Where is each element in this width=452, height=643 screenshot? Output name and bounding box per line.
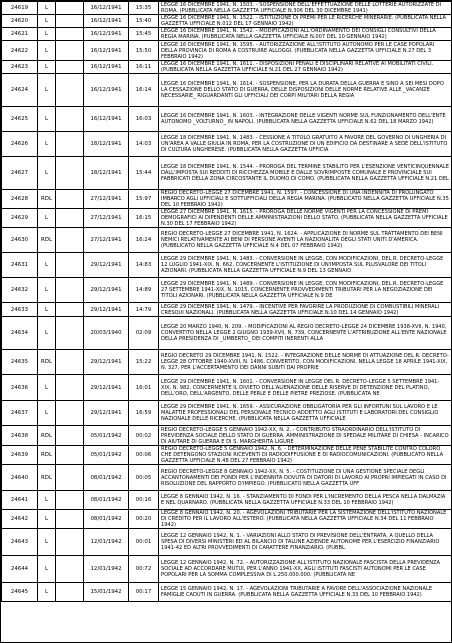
table-row xyxy=(2,556,452,583)
act-date: 05/01/1942 xyxy=(84,426,129,446)
act-date: 27/12/1941 xyxy=(84,228,129,253)
blank-cell xyxy=(56,74,84,107)
act-date: 18/12/1941 xyxy=(84,132,129,157)
table-row xyxy=(2,350,452,375)
record-number: 24623 xyxy=(2,61,38,74)
blank-cell xyxy=(56,446,84,465)
act-type: L xyxy=(38,510,56,529)
record-number: 24626 xyxy=(2,132,38,157)
record-number: 24641 xyxy=(2,491,38,510)
table-row xyxy=(2,28,452,41)
act-number: 14:03 xyxy=(129,132,159,157)
record-number: 24645 xyxy=(2,583,38,602)
law-register-table xyxy=(1,1,452,602)
act-type: L xyxy=(38,74,56,107)
table-row xyxy=(2,132,452,157)
blank-cell xyxy=(56,278,84,303)
act-number: 14:79 xyxy=(129,303,159,317)
act-number: 16:03 xyxy=(129,107,159,132)
act-description: LEGGE 16 DICEMBRE 1941, N. 1542. - MODIFICAZIONI ALL'ORDINAMENTO DEI CONSIGLI CONSULTIVI DELLA REGIA MARINA. (PUBBLICATA NELLA GAZZETTA UFFICIALE N.007 DEL 10 GENNAIO 1942) xyxy=(159,28,452,41)
blank-cell xyxy=(56,375,84,401)
blank-cell xyxy=(56,61,84,74)
record-number: 24620 xyxy=(2,15,38,28)
blank-cell xyxy=(56,132,84,157)
act-type: L xyxy=(38,107,56,132)
act-type: L xyxy=(38,375,56,401)
act-type: L xyxy=(38,28,56,41)
act-number: 15:50 xyxy=(129,41,159,61)
act-type: L xyxy=(38,132,56,157)
act-description: LEGGE 29 DICEMBRE 1941, N. 1659. - ASSICURAZIONE OBBLIGATORIA PER GLI INFORTUNI SUL LAVORO E LE MALATTIE PROFESSIONALI DEL PERSONALE TECNICO ADDETTO AGLI ISTITUTI E LABORATORI DEL CONSIGLIO NAZIONALE DELLE RICERCHE. (PUBBLICATA NELLA GAZZETTA UFFICIALE xyxy=(159,401,452,426)
act-description: LEGGE 16 DICEMBRE 1941, N. 1603. - INTEGRAZIONE DELLE VIGENTI NORME SUL FUNZIONAMENTO DELL'ENTE AUTONOMO _VOLTURNO_ IN NAPOLI. (PUBBLICATA NELLA GAZZETTA UFFICIALE N.62 DEL 18 MARZO 1942) xyxy=(159,107,452,132)
record-number: 24636 xyxy=(2,375,38,401)
table-row xyxy=(2,41,452,61)
act-type: L xyxy=(38,2,56,15)
act-number: 00:17 xyxy=(129,583,159,602)
table-row xyxy=(2,74,452,107)
record-number: 24644 xyxy=(2,556,38,583)
blank-cell xyxy=(56,556,84,583)
act-date: 29/12/1941 xyxy=(84,401,129,426)
act-description: LEGGE 16 DICEMBRE 1941, N. 1522. - ISTITUZIONE DI PREMI PER LE RICERCHE MINERARIE. (PUBBLICATA NELLA GAZZETTA UFFICIALE N.012 DEL 17 GENNAIO 1942) xyxy=(159,15,452,28)
table-row xyxy=(2,510,452,529)
act-number: 15:22 xyxy=(129,350,159,375)
record-number: 24627 xyxy=(2,157,38,190)
act-type: L xyxy=(38,157,56,190)
table-row xyxy=(2,583,452,602)
record-number: 24625 xyxy=(2,107,38,132)
act-number: 14:83 xyxy=(129,253,159,278)
act-description: LEGGE 27 DICEMBRE 1941, N. 1615. - PROROGA DELLE NORME VIGENTI PER LA CONCESSIONE DI PREMI DEMOGRAFICI AI DIPENDENTI DELLE AMMINISTRAZIONI DELLO STATO. (PUBBLICATA NELLA GAZZETTA UFFICIALE N.30 DEL 17 FEBBRAIO 1942) xyxy=(159,209,452,228)
table-row xyxy=(2,228,452,253)
blank-cell xyxy=(56,15,84,28)
act-type: L xyxy=(38,556,56,583)
act-type: L xyxy=(38,401,56,426)
act-date: 16/12/1941 xyxy=(84,15,129,28)
act-date: 29/12/1941 xyxy=(84,350,129,375)
table-row xyxy=(2,529,452,556)
blank-cell xyxy=(56,41,84,61)
act-number: 00:16 xyxy=(129,491,159,510)
act-type: RDL xyxy=(38,446,56,465)
act-number: 15:35 xyxy=(129,2,159,15)
table-row xyxy=(2,375,452,401)
act-type: L xyxy=(38,491,56,510)
act-number: 00:05 xyxy=(129,465,159,491)
act-type: RDL xyxy=(38,350,56,375)
act-number: 16:59 xyxy=(129,401,159,426)
act-number: 15:97 xyxy=(129,190,159,209)
record-number: 24631 xyxy=(2,253,38,278)
act-number: 16:24 xyxy=(129,228,159,253)
act-description: LEGGE 8 GENNAIO 1942, N. 16. - STANZIAMENTO DI FONDI PER L'INCREMENTO DELLA PESCA NELLA DALMAZIA E NEL QUARNARO. (PUBBLICATA NELLA GAZZETTA UFFICIALE N.33 DEL 10 FEBBRAIO 1942) xyxy=(159,491,452,510)
act-date: 08/01/1942 xyxy=(84,510,129,529)
table-row xyxy=(2,278,452,303)
act-date: 27/12/1941 xyxy=(84,209,129,228)
table-row xyxy=(2,317,452,350)
act-date: 08/01/1942 xyxy=(84,491,129,510)
act-description: LEGGE 16 DICEMBRE 1941, N. 1611. - DISPOSIZIONI PENALI E DISCIPLINARI RELATIVE AI MOBILITATI CIVILI. (PUBBLICATA NELLA GAZZETTA UFFICIALE N.21 DEL 27 GENNAIO 1942) xyxy=(159,61,452,74)
act-type: RDL xyxy=(38,190,56,209)
table-row xyxy=(2,61,452,74)
table-row xyxy=(2,209,452,228)
act-number: 15:40 xyxy=(129,15,159,28)
table-row xyxy=(2,465,452,491)
act-description: LEGGE 8 GENNAIO 1942, N. 20. - AGEVOLAZIONI TRIBUTARIE PER LA SISTEMAZIONE DELL'ISTITUTO NAZIONALE DI CREDITO PER IL LAVORO ALL'ESTERO. (PUBBLICATA NELLA GAZZETTA UFFICIALE N.34 DEL 11 FEBBRAIO 1942) xyxy=(159,510,452,529)
act-description: REGIO DECRETO-LEGGE 8 GENNAIO 1942-XX, N. 5. - COSTITUZIONE DI UNA GESTIONE SPECIALE DEGLI ACCANTONAMENTI DEI FONDI PER L'INDENNITA DOVUTA DI DATORI DI LAVORO AI PROPRI IMPIEGATI IN CASO DI RISOLUZIONE DEL RAPPORTO D'IMPIEGO. (PUBBLICATO NELLA GAZZETTA UFF xyxy=(159,465,452,491)
act-type: RDL xyxy=(38,465,56,491)
act-description: LEGGE 12 GENNAIO 1942, N. 72. - AUTORIZZAZIONE ALL'ISTITUTO NAZIONALE FASCISTA DELLA PREVIDENZA SOCIALE AD ACCORDARE MUTUI, PER L'ANNO 1941-XX, AGLI ISTITUTI FASCISTI AUTONOMI PER LE CASE POPOLARI PER LA SOMMA COMPLESSIVA DI L.250.000.000. (PUBBLICATA NE xyxy=(159,556,452,583)
act-date: 16/12/1941 xyxy=(84,61,129,74)
act-date: 08/01/1942 xyxy=(84,465,129,491)
act-number: 00:02 xyxy=(129,426,159,446)
act-number: 15:45 xyxy=(129,28,159,41)
act-description: REGIO DECRETO 29 DICEMBRE 1941, N. 1522. - INTEGRAZIONE DELLE NORME DI ATTUAZIONE DEL R. DECRETO-LEGGE 28 OTTOBRE 1940-XVIII, N. 1486, CONVERTITO, CON MODIFICAZIONI, NELLA LEGGE 18 APRILE 1941-XIX, N. 327, PER L'ACCERTAMENTO DEI DANNI SUBITI DAI PROPRIE xyxy=(159,350,452,375)
record-number: 24643 xyxy=(2,529,38,556)
act-date: 12/01/1942 xyxy=(84,529,129,556)
table-row xyxy=(2,15,452,28)
record-number: 24637 xyxy=(2,401,38,426)
record-number: 24624 xyxy=(2,74,38,107)
act-number: 00:20 xyxy=(129,510,159,529)
act-description: LEGGE 15 GENNAIO 1942, N. 17. - AGEVOLAZIONI TRIBUTARIE A FAVORE DELL'ASSOCIAZIONE NAZIONALE FAMIGLIE CADUTI IN GUERRA. (PUBBLICATA NELLA GAZZETTA UFFICIALE N.33 DEL 10 FEBBRAIO 1942) xyxy=(159,583,452,602)
blank-cell xyxy=(56,317,84,350)
act-date: 15/01/1942 xyxy=(84,583,129,602)
act-type: RDL xyxy=(38,228,56,253)
act-description: LEGGE 29 DICEMBRE 1941, N. 1479. - INCENTIVE PER FAVORIRE LA PRODUZIONE DI COMBUSTIBILI MINERALI CRESQUI NAZIONALI. (PUBBLICATA NELLA GAZZETTA UFFICIALE N.10 DEL 14 GENNAIO 1942) xyxy=(159,303,452,317)
blank-cell xyxy=(56,107,84,132)
act-description: LEGGE 29 DICEMBRE 1941, N. 1489. - CONVERSIONE IN LEGGE, CON MODIFICAZIONI, DEL R. DECRETO-LEGGE 27 SETTEMBRE 1941-XIX, N. 1015, CONCERNENTE PROVVEDIMENTI TRIBUTARI PER LA NEGOZIAZIONE DEI TITOLI AZIONARI. (PUBBLICATA NELLA GAZZETTA UFFICIALE N.9 DE xyxy=(159,278,452,303)
act-description: REGIO DECRETO-LEGGE 27 DICEMBRE 1941, N. 1597. - CONCESSIONE DI UNA INDENNITA DI PROLUNGATO IMBARCO AGLI UFFICIALI E SOTTUFFICIALI DELLA REGIA MARINA. (PUBBLICATO NELLA GAZZETTA UFFICIALE N.35 DEL 10 FEBBRAIO 1942) xyxy=(159,190,452,209)
act-date: 29/12/1941 xyxy=(84,278,129,303)
act-type: L xyxy=(38,15,56,28)
table-row xyxy=(2,401,452,426)
act-type: L xyxy=(38,278,56,303)
blank-cell xyxy=(56,529,84,556)
blank-cell xyxy=(56,465,84,491)
blank-cell xyxy=(56,303,84,317)
act-date: 12/01/1942 xyxy=(84,556,129,583)
record-number: 24639 xyxy=(2,446,38,465)
act-type: L xyxy=(38,529,56,556)
act-type: L xyxy=(38,583,56,602)
act-date: 16/12/1941 xyxy=(84,107,129,132)
record-number: 24628 xyxy=(2,190,38,209)
act-date: 05/01/1942 xyxy=(84,446,129,465)
act-description: LEGGE 20 MARZO 1940, N. 209. - MODIFICAZIONI AL REGIO DECRETO-LEGGE 24 DICEMBRE 1938-XVII, N. 1940, CONVERTITO NELLA LEGGE 2 GIUGNO 1939-XVII, N. 739, CONCERNENTE L'ATTRIBUZIONE ALL'ENTE NAZIONALE DELLA PRESIDENZA DI _UMBERTO_ DEI COMPITI INERENTI ALLA xyxy=(159,317,452,350)
record-number: 24619 xyxy=(2,2,38,15)
act-description: LEGGE 16 DICEMBRE 1941, N. 1503. - SOSPENSIONE DELL'EFFETTUAZIONE DELLE LOTTERIE AUTORIZZATE DI ROMA. (PUBBLICATA NELLA GAZZETTA UFFICIALE N.306 DEL 30 DICEMBRE 1941) xyxy=(159,2,452,15)
act-type: L xyxy=(38,317,56,350)
act-date: 16/12/1941 xyxy=(84,41,129,61)
blank-cell xyxy=(56,228,84,253)
blank-cell xyxy=(56,401,84,426)
act-number: 14:89 xyxy=(129,278,159,303)
act-description: REGIO DECRETO-LEGGE 27 DICEMBRE 1941, N. 1624. - APPLICAZIONE DI NORME SUL TRATTAMENTO DEI BENI NEMICI RELATIVAMENTE AI BENI DI PERSONE AVENTI LA NAZIONALITA DEGLI STATI UNITI D'AMERICA. (PUBBLICATO NELLA GAZZETTA UFFICIALE N.4 DEL 07 FEBBRAIO 1942) xyxy=(159,228,452,253)
act-number: 00:72 xyxy=(129,556,159,583)
act-number: 16:15 xyxy=(129,209,159,228)
act-date: 18/12/1941 xyxy=(84,157,129,190)
table-row xyxy=(2,303,452,317)
table-row xyxy=(2,491,452,510)
act-description: LEGGE 18 DICEMBRE 1941, N. 1483. - CESSIONE A TITOLO GRATUITO A FAVORE DEL GOVERNO DI UNGHERIA DI UN'AREA A VALLE GIULIA IN ROMA, PER LA COSTRUZIONE DI UN EDIFICIO DA DESTINARE A SEDE DELL'ISTITUTO DI CULTURA UNGHERESE. (PUBBLICATA NELLA GAZZETTA UFFICIA xyxy=(159,132,452,157)
record-number: 24630 xyxy=(2,228,38,253)
act-description: LEGGE 29 DICEMBRE 1941, N. 1483. - CONVERSIONE IN LEGGE, CON MODIFICAZIONI, DEL R. DECRETO-LEGGE 12 LUGLIO 1941-XIX, N. 662, CONCERNENTE L'ISTITUZIONE DI UN'IMPOSTA SUL PLUSVALORE DEI TITOLI AZIONARI. (PUBBLICATA NELLA GAZZETTA UFFICIALE N.9 DEL 13 GENNAIO xyxy=(159,253,452,278)
record-number: 24634 xyxy=(2,317,38,350)
act-date: 16/12/1941 xyxy=(84,28,129,41)
blank-cell xyxy=(56,28,84,41)
act-number: 02:09 xyxy=(129,317,159,350)
act-date: 16/12/1941 xyxy=(84,2,129,15)
act-number: 16:01 xyxy=(129,375,159,401)
act-date: 27/12/1941 xyxy=(84,190,129,209)
act-type: L xyxy=(38,303,56,317)
act-type: L xyxy=(38,61,56,74)
act-number: 16:14 xyxy=(129,74,159,107)
record-number: 24621 xyxy=(2,28,38,41)
record-number: 24629 xyxy=(2,209,38,228)
record-number: 24638 xyxy=(2,426,38,446)
act-description: LEGGE 29 DICEMBRE 1941, N. 1601. - CONVERSIONE IN LEGGE DEL R. DECRETO-LEGGE 5 SETTEMBRE 1941-XIX, N. 982, CONCERNENTE IL DIVIETO DELL'ALIENAZIONE DELLE RISERVE DI DETENZIONE DEL PLATINO, DELL'ORO, DELL'ARGENTO, DELLE PERLE E DELLE PIETRE PREZIOSE. (PUBBLICATA NE xyxy=(159,375,452,401)
act-number: 00:06 xyxy=(129,446,159,465)
act-description: LEGGE 16 DICEMBRE 1941, N. 1595. - AUTORIZZAZIONE ALL'ISTITUTO AUTONOMO PER LE CASE POPOLARI DELLA PROVINCIA DI ROMA A COSTRUIRE ALLOGGI. (PUBBLICATA NELLA GAZZETTA UFFICIALE N.27 DEL 3 FEBBRAIO 1942) xyxy=(159,41,452,61)
act-type: L xyxy=(38,41,56,61)
record-number: 24640 xyxy=(2,465,38,491)
act-date: 16/12/1941 xyxy=(84,74,129,107)
record-number: 24642 xyxy=(2,510,38,529)
blank-cell xyxy=(56,583,84,602)
act-type: L xyxy=(38,253,56,278)
act-description: LEGGE 16 DICEMBRE 1941, N. 1614. - SOSPENSIONE, PER LA DURATA DELLA GUERRA E SINO A SEI MESI DOPO LA CESSAZIONE DELLO STATO DI GUERRA, DELLE DISPOSIZIONI DELLE NORME RELATIVE ALLE _VACANZE NECESSARIE_ RIGUARDANTI GLI UFFICIALI DEI CORPI MILITARI DELLA REGIA xyxy=(159,74,452,107)
table-row xyxy=(2,253,452,278)
record-number: 24635 xyxy=(2,350,38,375)
blank-cell xyxy=(56,253,84,278)
blank-cell xyxy=(56,190,84,209)
act-date: 29/12/1941 xyxy=(84,303,129,317)
act-type: RDL xyxy=(38,426,56,446)
act-number: 15:44 xyxy=(129,157,159,190)
act-date: 29/12/1941 xyxy=(84,375,129,401)
act-description: LEGGE 18 DICEMBRE 1941, N. 1544. - PROROGA DEL TERMINE STABILITO PER L'ESENZIONE VENTICINQUENNALE DALL'IMPOSTA SUI REDDITI DI RICCHEZZA MOBILE E DALLE SOVRIMPOSTE COMUNALE E PROVINCIALE SUI FABBRICATI DELLA ZONA CIRCOSTANTE IL DUOMO DI COMO. (PUBBLICATA NELLA GAZZETTA UFFICIALE N.21 DEL xyxy=(159,157,452,190)
act-date: 20/03/1940 xyxy=(84,317,129,350)
act-description: LEGGE 12 GENNAIO 1942, N. 1. - VARIAZIONI ALLO STATO DI PREVISIONE DELL'ENTRATA, A QUELLO DELLA SPESA DI DIVERSI MINISTERI ED AL BILANCIO DI TALUNE AZIENDE AUTONOME PER L'ESERCIZIO FINANZIARIO 1941-42 ED ALTRI PROVVEDIMENTI DI CARATTERE FINANZIARIO. (PUBBL xyxy=(159,529,452,556)
blank-cell xyxy=(56,510,84,529)
blank-cell xyxy=(56,209,84,228)
act-number: 16:11 xyxy=(129,61,159,74)
table-row xyxy=(2,107,452,132)
act-date: 29/12/1941 xyxy=(84,253,129,278)
blank-cell xyxy=(56,2,84,15)
table-row xyxy=(2,446,452,465)
record-number: 24622 xyxy=(2,41,38,61)
act-type: L xyxy=(38,209,56,228)
table-row xyxy=(2,190,452,209)
blank-cell xyxy=(56,491,84,510)
record-number: 24633 xyxy=(2,303,38,317)
act-description: REGIO DECRETO-LEGGE 5 GENNAIO 1942, N. 6. - DETERMINAZIONE DELLE PENE STABILITE CONTRO COLORO CHE DETENGONO STAZIONI RICEVENTI DI RADIODIFFUSIONE E DI RADIOCOMUNICAZIONI. (PUBBLICATO NELLA GAZZETTA UFFICIALE N.48 DEL 27 FEBBRAIO 1942) xyxy=(159,446,452,465)
table-row xyxy=(2,426,452,446)
act-number: 00:01 xyxy=(129,529,159,556)
record-number: 24632 xyxy=(2,278,38,303)
blank-cell xyxy=(56,157,84,190)
table-row xyxy=(2,2,452,15)
act-description: REGIO DECRETO-LEGGE 5 GENNAIO 1942-XX, N. 2. - CONTRIBUTO STRAORDINARIO DELL'ISTITUTO DI PREVIDENZA SOCIALE DELLO STATO DI GUERRA. AMMINISTRAZIONE DI SPEDALE MILITARE DI CHIESA - INCARICO DI AIUTARE DI GUERRA E DI S. MARGHERITA LIGURE xyxy=(159,426,452,446)
blank-cell xyxy=(56,350,84,375)
blank-cell xyxy=(56,426,84,446)
table-row xyxy=(2,157,452,190)
